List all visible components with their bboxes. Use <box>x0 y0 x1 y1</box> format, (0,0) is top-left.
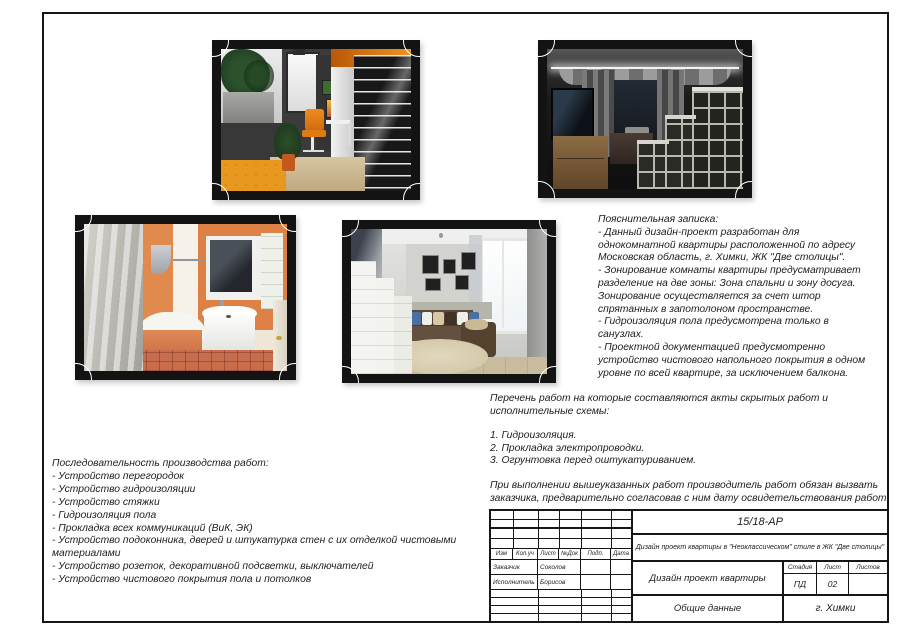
stamp-empty-row <box>491 539 631 549</box>
stamp-stage-header: Стадия <box>784 562 817 573</box>
explanatory-note-title: Пояснительная записка: <box>598 214 719 225</box>
stamp-role-name: Борисов <box>538 575 581 589</box>
explanatory-note-paragraph: - Проектной документацией предусмотренно устройство чистового напольного покрытия в одном уровне по всей квартире, за исключением балкона. <box>598 341 866 379</box>
shelf-top-highlight <box>692 87 743 91</box>
hidden-works-item: 1. Гидроизоляция. <box>490 430 577 442</box>
glossy-wardrobe <box>331 67 354 169</box>
drawer-line <box>557 158 604 159</box>
work-sequence-item: - Устройство чистового покрытия пола и потолков <box>52 574 312 586</box>
stamp-date-cell <box>611 560 631 574</box>
plant-foliage <box>244 60 274 91</box>
stamp-bottom-row <box>633 596 887 621</box>
framed-photo <box>425 278 441 291</box>
framed-photo <box>443 259 456 274</box>
framed-photo <box>455 275 469 290</box>
title-block <box>489 509 889 623</box>
stamp-object-name: Дизайн проект квартиры <box>633 562 784 594</box>
pillow-brown <box>445 312 456 325</box>
stamp-signature-cell <box>581 575 611 589</box>
work-sequence-item: - Устройство стяжки <box>52 496 160 508</box>
spacer <box>490 418 892 430</box>
explanatory-note-paragraph: - Гидроизоляция пола предусмотрена только в санузлах. <box>598 316 829 341</box>
stamp-stage-values <box>784 574 887 594</box>
render-living-room <box>342 220 556 383</box>
hidden-works-block <box>490 393 892 505</box>
chair-base <box>303 150 324 152</box>
stamp-sheets-header: Листов <box>856 564 880 571</box>
work-sequence-item: - Устройство перегородок <box>52 470 185 482</box>
render-bedroom-night <box>538 40 752 198</box>
stamp-col-header: Кол.уч <box>513 549 538 559</box>
stamp-middle-row <box>633 562 887 596</box>
stamp-main <box>633 511 887 621</box>
work-sequence-item: - Устройство гидроизоляции <box>52 483 196 495</box>
stamp-col-header: №Док <box>559 549 581 559</box>
stamp-city: г. Химки <box>815 603 856 614</box>
framed-photo <box>422 255 440 274</box>
white-shelving <box>351 261 376 374</box>
spacer <box>490 468 892 480</box>
work-sequence-title: Последовательность производства работ: <box>52 458 269 469</box>
work-sequence-item: - Гидроизоляция пола <box>52 509 157 521</box>
living-room-scene <box>351 229 547 374</box>
stamp-col-header: Подп. <box>581 549 611 559</box>
side-cabinet <box>261 233 283 309</box>
bedroom-night-scene <box>547 49 743 189</box>
stamp-sheet-header: Лист <box>817 562 849 573</box>
work-sequence-item: - Устройство розеток, декоративной подсветки, выключателей <box>52 561 374 573</box>
hidden-works-item: 3. Огрунтовка перед оштукатуриванием. <box>490 455 697 467</box>
stamp-column-headers <box>491 549 631 560</box>
balcony-office-scene <box>221 49 411 191</box>
stamp-project-name: Дизайн проект квартиры в "Неоклассическом" стиле в ЖК "Две столицы" <box>633 535 887 562</box>
terracotta-floor <box>133 350 287 371</box>
stamp-stage-grid <box>784 562 887 594</box>
stamp-col-header: Дата <box>613 551 629 557</box>
render-balcony-office <box>212 40 420 200</box>
door-knob <box>276 336 282 340</box>
ceiling <box>547 49 743 67</box>
window <box>480 238 533 334</box>
stamp-empty-row <box>491 606 631 614</box>
stamp-role-name: Соколов <box>538 560 581 574</box>
mirror-glass <box>210 240 253 291</box>
orange-rug <box>221 160 286 191</box>
hidden-works-intro: Перечень работ на которые составляются акты скрытых работ и исполнительные схемы: <box>490 393 828 417</box>
stamp-empty-row <box>491 511 631 520</box>
plant-pot <box>282 154 295 171</box>
stamp-code: 15/18-АР <box>633 511 887 535</box>
chair-seat <box>302 130 327 137</box>
stamp-role-label: Заказчик <box>491 560 538 574</box>
desk-leg <box>348 123 351 146</box>
stamp-signature-cell <box>581 560 611 574</box>
tv-screen <box>551 88 594 140</box>
chair-back <box>305 109 324 132</box>
curtain <box>527 229 547 374</box>
hidden-works-note: При выполнении вышеуказанных работ производитель работ обязан вызвать заказчика, предварительно согласовав с ним дату освидетельствования работ. <box>490 479 890 504</box>
stamp-col-header: Лист <box>538 549 559 559</box>
work-sequence-item: - Устройство подоконника, дверей и штукатурка стен с их отделкой чистовыми материалами <box>52 535 457 560</box>
shelf-top-highlight <box>637 140 668 144</box>
stamp-col-header: Изм <box>491 549 513 559</box>
stamp-role-label: Исполнитель <box>491 575 538 589</box>
cube-shelf-step <box>692 88 743 189</box>
framed-photo <box>461 252 477 269</box>
stamp-sheets-value <box>849 574 887 594</box>
stamp-empty-row <box>491 598 631 606</box>
explanatory-note-paragraph: - Данный дизайн-проект разработан для однокомнатной квартиры расположенной по адресу Московская область, г. Химки, ЖК "Две столицы". <box>598 226 856 264</box>
pillow-white <box>422 312 433 325</box>
towel-bar <box>173 259 208 261</box>
stamp-date-cell <box>611 575 631 589</box>
track-light <box>293 49 304 55</box>
stamp-doc-name: Общие данные <box>633 596 784 621</box>
stamp-sheet-value: 02 <box>817 574 849 594</box>
pillow-beige <box>433 312 444 325</box>
throw-blanket <box>465 319 489 331</box>
shower-curtain <box>84 224 143 371</box>
vanity-cabinet <box>204 312 255 353</box>
stamp-empty-row <box>491 529 631 539</box>
desk <box>326 120 351 124</box>
render-bathroom <box>75 215 296 380</box>
wood-sideboard <box>553 136 608 189</box>
window-center <box>286 52 320 113</box>
bathroom-scene <box>84 224 287 371</box>
stamp-empty-row <box>491 590 631 598</box>
window-mullion <box>502 238 504 328</box>
stamp-empty-row <box>491 520 631 529</box>
stamp-stage-headers <box>784 562 887 574</box>
explanatory-note <box>598 214 876 380</box>
revision-table <box>491 511 633 621</box>
work-sequence-block <box>52 458 488 587</box>
stamp-role-row <box>491 560 631 575</box>
stamp-stage-value: ПД <box>784 574 817 594</box>
stamp-role-row <box>491 575 631 590</box>
planter-box <box>223 92 274 126</box>
explanatory-note-paragraph: - Зонирование комнаты квартиры предусматривает разделение на две зоны: Зона спальни и зону досуга. Зонирование осуществляется за счет штор спрятанных в запотолоном пространстве. <box>598 265 861 315</box>
shelf-top-highlight <box>665 115 696 119</box>
stamp-empty-row <box>491 614 631 621</box>
work-sequence-item: - Прокладка всех коммуникаций (ВиК, ЭК) <box>52 522 253 534</box>
spotlight <box>439 233 443 237</box>
hidden-works-item: 2. Прокладка электропроводки. <box>490 442 645 454</box>
